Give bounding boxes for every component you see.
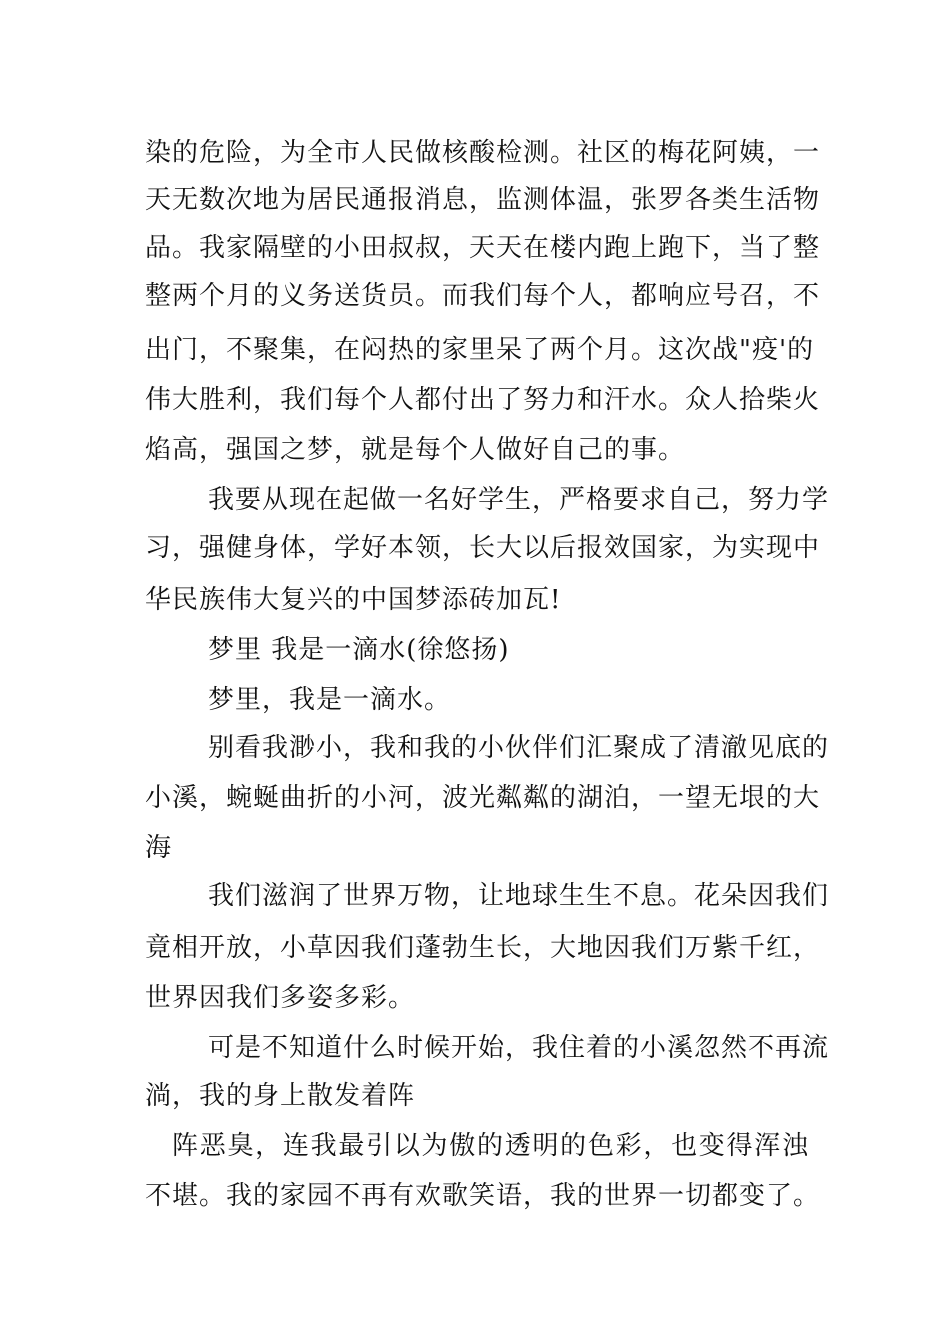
text-line: 品。我家隔壁的小田叔叔，天天在楼内跑上跑下，当了整: [145, 233, 821, 263]
paragraph-first-line: 梦里，我是一滴水。: [208, 685, 452, 715]
section-title: 梦里 我是一滴水(徐悠扬): [208, 635, 510, 665]
text-line: 淌，我的身上散发着阵: [145, 1081, 416, 1111]
text-line: 整两个月的义务送货员。而我们每个人，都响应号召，不: [145, 281, 821, 311]
text-line: 小溪，蜿蜒曲折的小河，波光粼粼的湖泊，一望无垠的大: [145, 783, 821, 813]
text-line: 竟相开放，小草因我们蓬勃生长，大地因我们万紫千红，: [145, 933, 821, 963]
paragraph-first-line: 我要从现在起做一名好学生，严格要求自己，努力学: [208, 485, 830, 515]
text-line: 焰高，强国之梦，就是每个人做好自己的事。: [145, 435, 686, 465]
text-line: 不堪。我的家园不再有欢歌笑语，我的世界一切都变了。: [145, 1181, 821, 1211]
text-line: 出门，不聚集，在闷热的家里呆了两个月。这次战"疫'的: [145, 335, 815, 365]
paragraph-first-line: 阵恶臭，连我最引以为傲的透明的色彩，也变得浑浊: [172, 1131, 809, 1161]
text-line: 伟大胜利，我们每个人都付出了努力和汗水。众人拾柴火: [145, 385, 821, 415]
text-line: 华民族伟大复兴的中国梦添砖加瓦!: [145, 585, 562, 615]
paragraph-first-line: 别看我渺小，我和我的小伙伴们汇聚成了清澈见底的: [208, 733, 830, 763]
text-line: 习，强健身体，学好本领，长大以后报效国家，为实现中: [145, 533, 821, 563]
paragraph-first-line: 可是不知道什么时候开始，我住着的小溪忽然不再流: [208, 1033, 830, 1063]
text-line: 海: [145, 833, 173, 863]
text-line: 染的危险，为全市人民做核酸检测。社区的梅花阿姨，一: [145, 138, 821, 168]
text-line: 世界因我们多姿多彩。: [145, 983, 416, 1013]
text-line: 天无数次地为居民通报消息，监测体温，张罗各类生活物: [145, 185, 821, 215]
paragraph-first-line: 我们滋润了世界万物，让地球生生不息。花朵因我们: [208, 881, 830, 911]
